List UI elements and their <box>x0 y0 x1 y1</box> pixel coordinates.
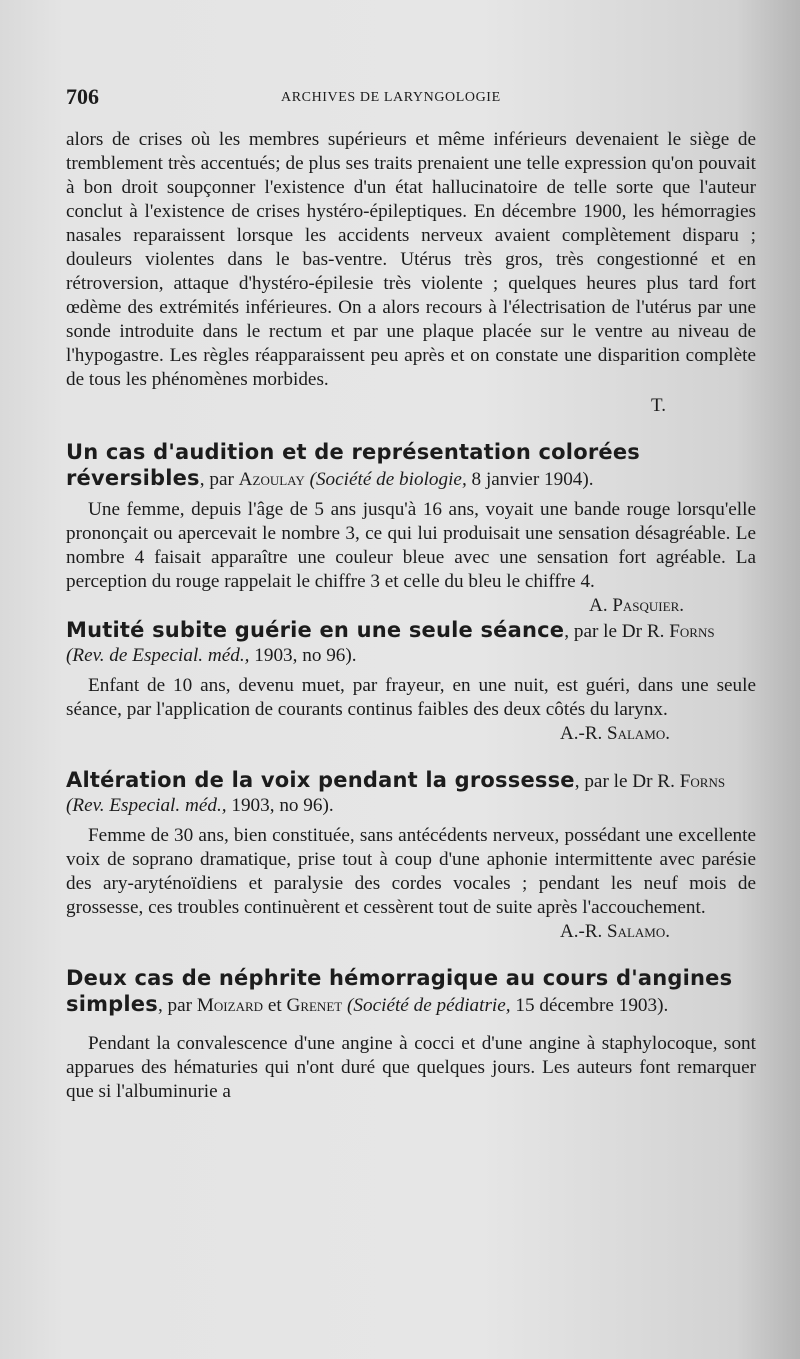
article-1-body: Une femme, depuis l'âge de 5 ans jusqu'à 16 ans, voyait une bande rouge lorsqu'elle prononçait ou apercevait le nombre 3, ce qui lui produisait une sensation désagréable. Le nombre 4 faisait apparaître une couleur bleue avec une sensation fort agréable. La perception du rouge rappelait le chiffre 3 et celle du bleu le chiffre 4. <box>66 499 756 592</box>
article-4-body: Pendant la convalescence d'une angine à cocci et d'une angine à staphylocoque, sont apparues des hématuries qui n'ont duré que quelques jours. Les auteurs font remarquer que si l'albuminurie a <box>66 1033 756 1102</box>
article-1-signature: A. Pasquier. <box>589 595 684 616</box>
article-1-title: Un cas d'audition et de représentation colorées réversibles <box>66 440 640 490</box>
article-2-author: Forns <box>669 621 715 642</box>
article-4-connector: et <box>263 995 287 1016</box>
article-2-signature: A.-R. Salamo. <box>560 723 670 744</box>
article-4-author2: Grenet <box>286 995 343 1016</box>
article-4-source: (Société de pédiatrie, <box>342 995 511 1016</box>
page-header <box>66 84 752 114</box>
article-1-date: 8 janvier 1904). <box>466 469 594 490</box>
article-2-source: (Rev. de Especial. méd., <box>66 645 250 666</box>
article-3-signature: A.-R. Salamo. <box>560 921 670 942</box>
article-3-title: Altération de la voix pendant la grossesse <box>66 768 575 792</box>
article-2-body: Enfant de 10 ans, devenu muet, par frayeur, en une nuit, est guéri, dans une seule séance, par l'application de courants continus faibles des deux côtés du larynx. <box>66 675 756 720</box>
article-1-author: Azoulay <box>238 469 305 490</box>
running-title: ARCHIVES DE LARYNGOLOGIE <box>281 90 501 105</box>
article-4-heading <box>66 966 756 1018</box>
intro-paragraph: alors de crises où les membres supérieurs et même inférieurs devenaient le siège de tremblement très accentués; de plus ses traits prenaient une telle expression qu'on pouvait à bon droit soupçonner l'existence d'un état hallucinatoire de telle sorte que l'auteur conclut à l'existence de crises hystéro-épileptiques. En décembre 1900, les hémorragies nasales reparaissent lorsque les accidents nerveux avaient complètement disparu ; douleurs violentes dans le bas-ventre. Utérus très gros, très congestionné et en rétroversion, attaque d'hystéro-épilesie très violente ; quelques heures plus tard fort œdème des extrémités inférieures. On a alors recours à l'électrisation de l'utérus par une sonde introduite dans le rectum et par une plaque placée sur le ventre au niveau de l'hypogastre. Les règles réapparaissent peu après et on constate une disparition complète de tous les phénomènes morbides. <box>66 129 756 390</box>
article-1-by: , par <box>199 469 239 490</box>
article-2-title: Mutité subite guérie en une seule séance <box>66 618 565 642</box>
page-number: 706 <box>66 84 99 109</box>
article-3-body: Femme de 30 ans, bien constituée, sans antécédents nerveux, possédant une excellente voix de soprano dramatique, prise tout à coup d'une aphonie intermittente avec parésie des ary-aryténoïdiens et paralysie des cordes vocales ; pendant les neuf mois de grossesse, ces troubles continuèrent et cessèrent tout de suite après l'accouchement. <box>66 825 756 918</box>
intro-signature: T. <box>651 395 666 416</box>
article-1-source: (Société de biologie, <box>309 469 467 490</box>
article-3-date: 1903, no 96). <box>226 795 334 816</box>
article-1-heading <box>66 440 756 492</box>
article-3-heading <box>66 768 756 818</box>
article-3-source: (Rev. Especial. méd., <box>66 795 227 816</box>
article-4-title: Deux cas de néphrite hémorragique au cours d'angines simples <box>66 966 733 1016</box>
article-3-author: Forns <box>679 771 726 792</box>
article-2-date: 1903, no 96). <box>249 645 357 666</box>
article-4-author: Moizard <box>196 995 264 1016</box>
article-2-heading <box>66 618 756 668</box>
article-4-date: 15 décembre 1903). <box>510 995 669 1016</box>
page-content <box>66 128 756 1104</box>
article-3-by: , par le Dr R. <box>574 771 680 792</box>
article-2-by: , par le Dr R. <box>564 621 670 642</box>
article-4-by: , par <box>157 995 197 1016</box>
